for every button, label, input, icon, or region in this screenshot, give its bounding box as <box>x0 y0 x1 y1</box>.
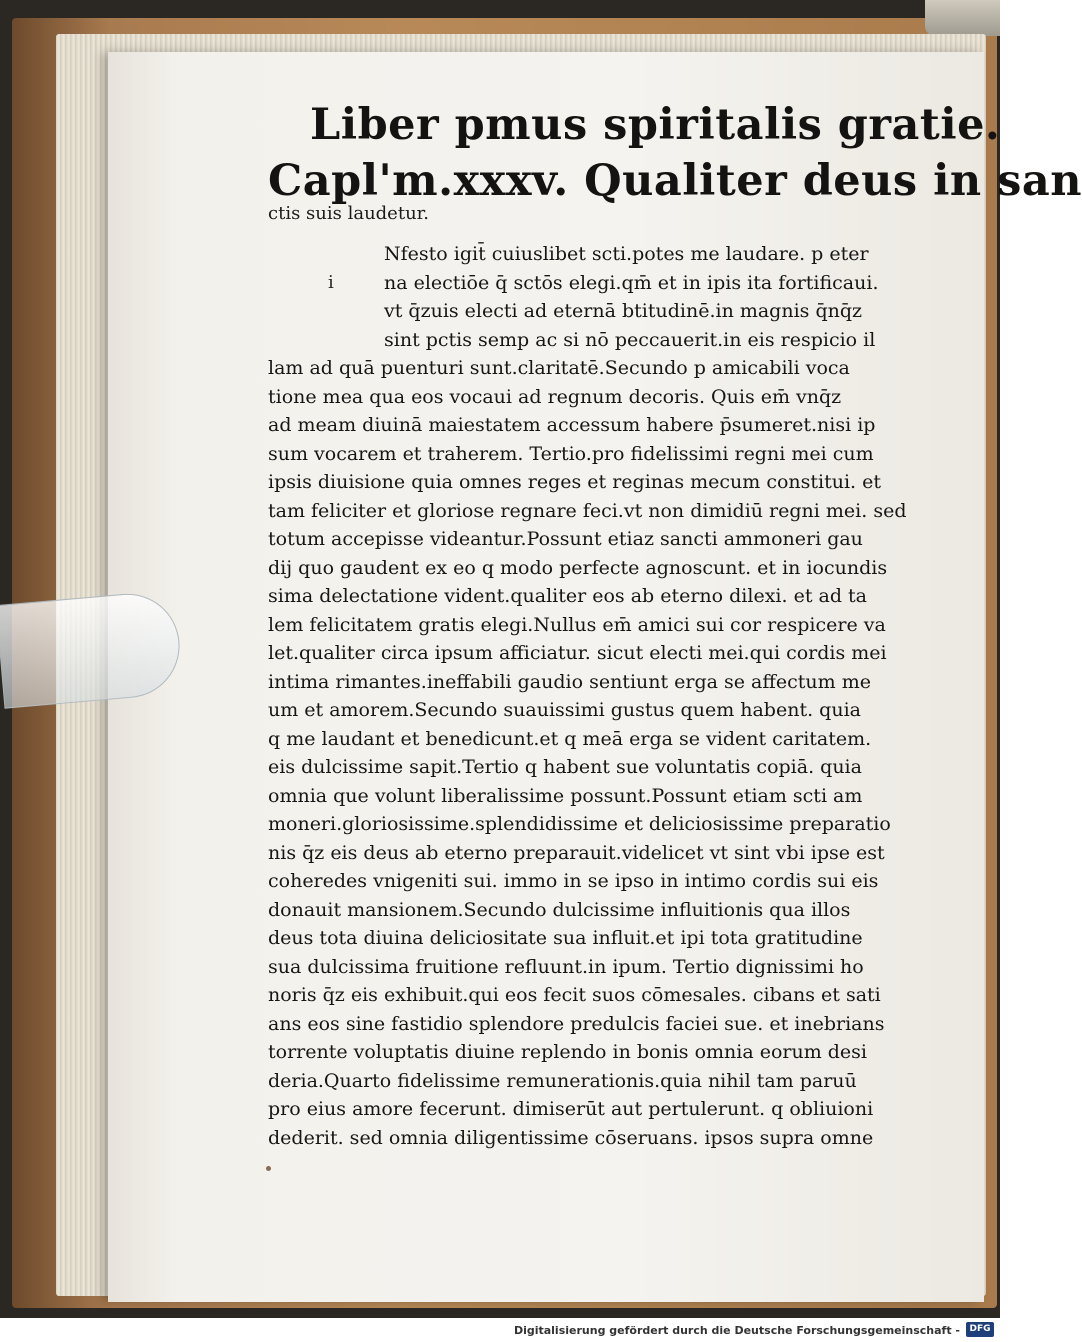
text-line: na electiōe q̄ sctōs elegi.qm̄ et in ipis ita fortificaui. <box>384 271 879 294</box>
text-line: nis q̄z eis deus ab eterno preparauit.videlicet vt sint vbi ipse est <box>268 841 885 864</box>
text-line: torrente voluptatis diuine replendo in bonis omnia eorum desi <box>268 1041 868 1063</box>
text-line: ad meam diuinā maiestatem accessum habere p̄sumeret.nisi ip <box>268 414 876 436</box>
subheading: ctis suis laudetur. <box>268 203 430 224</box>
text-line: intima rimantes.ineffabili gaudio sentiunt erga se affectum me <box>268 670 871 693</box>
footer-credit: Digitalisierung gefördert durch die Deutsche Forschungsgemeinschaft - <box>513 1324 960 1337</box>
text-line: moneri.gloriosissime.splendidissime et deliciosissime preparatio <box>268 813 891 835</box>
text-line: dederit. sed omnia diligentissime cōseruans. ipsos supra omne <box>268 1126 874 1149</box>
text-line: ans eos sine fastidio splendore predulcis faciei sue. et inebrians <box>268 1012 885 1035</box>
text-line: ipsis diuisione quia omnes reges et reginas mecum constitui. et <box>268 471 882 493</box>
text-line: tam feliciter et gloriose regnare feci.vt non dimidiū regni mei. sed <box>268 499 907 522</box>
footer-bar <box>0 1318 1000 1342</box>
heading-line-2: Capl'm.xxxv. Qualiter deus in san <box>268 156 1082 206</box>
text-line: let.qualiter circa ipsum afficiatur. sicut electi mei.qui cordis mei <box>268 642 887 664</box>
text-line: totum accepisse videantur.Possunt etiaz sancti ammoneri gau <box>268 528 863 550</box>
text-line: dij quo gaudent ex eo q modo perfecte agnoscunt. et in iocundis <box>268 556 888 579</box>
text-line: sima delectatione vident.qualiter eos ab eterno dilexi. et ad ta <box>268 585 867 607</box>
text-line: coheredes vnigeniti sui. immo in se ipso in intimo cordis sui eis <box>268 870 879 892</box>
text-line: sua dulcissima fruitione refluunt.in ipum. Tertio dignissimi ho <box>268 955 864 978</box>
margin-mark: i <box>328 272 334 293</box>
text-line: um et amorem.Secundo suauissimi gustus quem habent. quia <box>268 699 861 721</box>
text-line: donauit mansionem.Secundo dulcissime influitionis qua illos <box>268 898 851 921</box>
heading-line-1: Liber pmus spiritalis gratie. <box>310 100 1001 150</box>
text-line: Nfesto igit̄ cuiuslibet scti.potes me laudare. p eter <box>384 243 869 265</box>
text-line: sint pctis semp ac si nō peccauerit.in eis respicio il <box>384 328 876 351</box>
text-line: omnia que volunt liberalissime possunt.Possunt etiam scti am <box>268 784 863 807</box>
dfg-logo: DFG <box>966 1322 994 1337</box>
ink-spot <box>266 1166 271 1171</box>
book-clasp <box>925 0 1000 36</box>
text-line: deus tota diuina deliciositate sua influit.et ipi tota gratitudine <box>268 927 863 949</box>
text-line: q me laudant et benedicunt.et q meā erga se vident caritatem. <box>268 727 872 750</box>
text-line: deria.Quarto fidelissime remunerationis.quia nihil tam paruū <box>268 1069 857 1092</box>
text-line: pro eius amore fecerunt. dimiserūt aut pertulerunt. q obliuioni <box>268 1098 874 1120</box>
text-line: noris q̄z eis exhibuit.qui eos fecit suos cōmesales. cibans et sati <box>268 984 881 1006</box>
text-line: tione mea qua eos vocaui ad regnum decoris. Quis em̄ vnq̄z <box>268 385 842 408</box>
text-line: lem felicitatem gratis elegi.Nullus em̄ amici sui cor respicere va <box>268 613 886 636</box>
text-line: sum vocarem et traherem. Tertio.pro fidelissimi regni mei cum <box>268 442 874 465</box>
text-line: vt q̄zuis electi ad eternā btitudinē.in magnis q̄nq̄z <box>384 300 863 322</box>
text-line: lam ad quā puenturi sunt.claritatē.Secundo p amicabili voca <box>268 357 850 379</box>
text-line: eis dulcissime sapit.Tertio q habent sue voluntatis copiā. quia <box>268 756 862 778</box>
body-text <box>268 240 907 1152</box>
